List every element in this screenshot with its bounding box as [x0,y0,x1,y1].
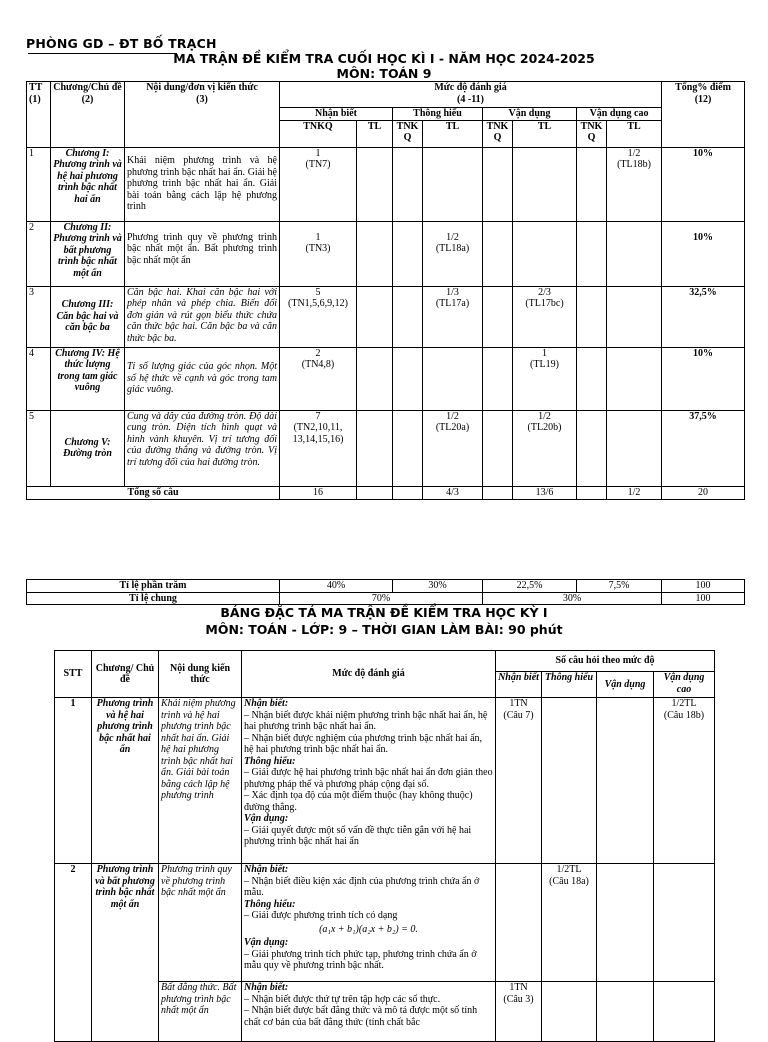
head-vd-tnkq: TNK Q [483,120,513,147]
level-heading: Nhận biết: [244,698,289,709]
cell-vdc-tl [607,347,662,410]
row-tt: 2 [27,221,51,286]
head-total: Tổng% điểm (12) [662,82,745,148]
cell-total: 10% [662,221,745,286]
cell-total: 32,5% [662,286,745,347]
cell-vd-tnkq [483,286,513,347]
head-vdc-tl: TL [607,120,662,147]
matrix-table [26,81,745,500]
matrix-row [27,221,745,286]
cell-vd-tnkq [483,410,513,486]
row-tt: 4 [27,347,51,410]
cell-nb-tl [357,221,393,286]
level-heading: Nhận biết: [244,864,289,875]
sum-nb: 16 [280,486,357,499]
matrix-row [27,147,745,221]
head-th: Thông hiểu [393,108,483,121]
spec-subtitle: MÔN: TOÁN - LỚP: 9 – THỜI GIAN LÀM BÀI: 90 phút [205,622,563,637]
level-item: – Giải quyết được một số vấn đề thực tiễn gắn với hệ hai phương trình bậc nhất hai ẩn [244,824,472,847]
spec-count-vd [597,982,654,1042]
head-th-tnkq: TNK Q [393,120,423,147]
level-item: – Giải được phương trình tích có dạng [244,910,398,921]
matrix-row [27,410,745,486]
row-content: Khái niệm phương trình và hệ phương trình bậc nhất hai ẩn. Giải hệ phương trình bậc nhất hai ẩn. Giải bài toán bằng cách lập hệ phương trình [125,147,280,221]
cell-th-tnkq [393,221,423,286]
spec-chapter: Phương trình và hệ hai phương trình bậc nhất hai ẩn [92,698,159,864]
cell-vdc-tnkq [577,286,607,347]
head-vdc: Vận dụng cao [577,108,662,121]
spec-count-vd [597,864,654,982]
cell-vdc-tl [607,221,662,286]
head-vd-tl: TL [513,120,577,147]
cell-nb-tnkq: 1 (TN7) [280,147,357,221]
matrix-sum-row [27,486,745,499]
cell-vd-tnkq [483,221,513,286]
percent-vd: 22,5% [483,580,577,593]
row-chapter: Chương IV: Hệ thức lượng trong tam giác vuông [51,347,125,410]
level-heading: Vận dụng: [244,813,289,824]
spec-row [55,698,715,864]
cell-nb-tl [357,410,393,486]
general-label: Tỉ lệ chung [27,592,280,605]
spec-head-vd: Vận dụng [597,672,654,698]
cell-nb-tnkq: 2 (TN4,8) [280,347,357,410]
cell-vd-tl: 1/2 (TL20b) [513,410,577,486]
percent-vdc: 7,5% [577,580,662,593]
percent-label: Tỉ lệ phần trăm [27,580,280,593]
cell-th-tl: 1/2 (TL18a) [423,221,483,286]
spec-stt: 2 [55,864,92,1042]
level-heading: Nhận biết: [244,982,289,993]
level-item: – Nhận biết được nghiệm của phương trình bậc nhất hai ẩn, hệ hai phương trình bậc nhất hai ẩn. [244,732,483,755]
matrix-title: MA TRẬN ĐỀ KIỂM TRA CUỐI HỌC KÌ I - NĂM HỌC 2024-2025 [173,51,595,66]
sum-empty [483,486,513,499]
spec-head-level: Mức độ đánh giá [242,651,496,698]
cell-th-tl [423,347,483,410]
spec-head-nb: Nhận biết [496,672,542,698]
cell-total: 37,5% [662,410,745,486]
level-heading: Vận dụng: [244,937,289,948]
cell-nb-tl [357,286,393,347]
sum-th: 4/3 [423,486,483,499]
matrix-row [27,347,745,410]
row-content: Phương trình quy về phương trình bậc nhất một ẩn. Bất phương trình bậc nhất một ẩn [125,221,280,286]
cell-vdc-tl [607,286,662,347]
spec-head-th: Thông hiểu [542,672,597,698]
row-chapter: Chương V: Đường tròn [51,410,125,486]
cell-th-tl: 1/3 (TL17a) [423,286,483,347]
equation: (a₁x + b₁)(a₂x + b₂) = 0. [319,923,418,935]
cell-th-tnkq [393,410,423,486]
cell-nb-tl [357,147,393,221]
spec-head-chapter: Chương/ Chủ đề [92,651,159,698]
spec-stt: 1 [55,698,92,864]
spec-count-nb: 1TN (Câu 3) [496,982,542,1042]
spec-content: Bất đẳng thức. Bất phương trình bậc nhất một ẩn [159,982,242,1042]
head-level: Mức độ đánh giá (4 -11) [280,82,662,108]
row-tt: 5 [27,410,51,486]
matrix-subject: MÔN: TOÁN 9 [336,66,432,81]
level-item: – Xác định tọa độ của một điểm thuộc (hay không thuộc) đường thẳng. [244,790,473,813]
row-content: Tỉ số lượng giác của góc nhọn. Một số hệ thức về cạnh và góc trong tam giác vuông. [125,347,280,410]
level-item: – Nhận biết điều kiện xác định của phương trình chứa ẩn ở mẫu. [244,875,480,898]
cell-vdc-tnkq [577,221,607,286]
spec-count-th [542,698,597,864]
head-nb-tnkq: TNKQ [280,120,357,147]
spec-count-vdc [654,982,715,1042]
spec-level [242,982,496,1042]
cell-vd-tl [513,147,577,221]
row-content: Cung và dây của đường tròn. Độ dài cung tròn. Diện tích hình quạt và hình vành khuyên. Vị trí tương đối của đường thẳng và đường tròn. Vị trí tương đối của hai đường tròn. [125,410,280,486]
cell-th-tnkq [393,286,423,347]
level-heading: Thông hiểu: [244,898,296,910]
matrix-row [27,286,745,347]
level-item: – Nhận biết được khái niệm phương trình bậc nhất hai ẩn, hệ hai phương trình bậc nhất hai ẩn. [244,709,488,732]
head-th-tl: TL [423,120,483,147]
spec-count-th: 1/2TL (Câu 18a) [542,864,597,982]
row-chapter: Chương II: Phương trình và bất phương trình bậc nhất một ẩn [51,221,125,286]
head-chapter: Chương/Chủ đề (2) [51,82,125,148]
spec-title: BẢNG ĐẶC TẢ MA TRẬN ĐỀ KIỂM TRA HỌC KỲ I [220,605,548,620]
cell-nb-tnkq: 1 (TN3) [280,221,357,286]
cell-vdc-tnkq [577,147,607,221]
cell-vd-tl: 1 (TL19) [513,347,577,410]
spec-count-th [542,982,597,1042]
general-total: 100 [662,592,745,605]
cell-nb-tl [357,347,393,410]
spec-level [242,864,496,982]
level-item: – Giải phương trình tích phức tạp, phương trình chứa ẩn ở mẫu quy về phương trình bậc nhất. [244,948,477,971]
row-tt: 3 [27,286,51,347]
row-chapter: Chương III: Căn bậc hai và căn bậc ba [51,286,125,347]
percent-total: 100 [662,580,745,593]
cell-th-tl [423,147,483,221]
spec-count-vd [597,698,654,864]
head-content: Nội dung/đơn vị kiến thức (3) [125,82,280,148]
sum-vd: 13/6 [513,486,577,499]
cell-vdc-tnkq [577,410,607,486]
head-vd: Vận dụng [483,108,577,121]
head-tt: TT (1) [27,82,51,148]
spec-count-nb [496,864,542,982]
sum-empty [357,486,393,499]
percent-table [26,579,745,605]
cell-vd-tnkq [483,147,513,221]
cell-nb-tnkq: 5 (TN1,5,6,9,12) [280,286,357,347]
spec-chapter: Phương trình và bất phương trình bậc nhất một ẩn [92,864,159,1042]
cell-total: 10% [662,147,745,221]
spec-head-content: Nội dung kiến thức [159,651,242,698]
row-tt: 1 [27,147,51,221]
sum-label: Tổng số câu [27,486,280,499]
sum-empty [577,486,607,499]
cell-th-tnkq [393,147,423,221]
spec-table [54,650,715,1042]
spec-count-vdc: 1/2TL (Câu 18b) [654,698,715,864]
cell-vdc-tl [607,410,662,486]
level-item: – Giải được hệ hai phương trình bậc nhất hai ẩn đơn giản theo phương pháp thế và phương pháp cộng đại số. [244,767,493,790]
cell-vdc-tnkq [577,347,607,410]
sum-total: 20 [662,486,745,499]
spec-head-vdc: Vận dụng cao [654,672,715,698]
cell-total: 10% [662,347,745,410]
general-a: 70% [280,592,483,605]
head-vdc-tnkq: TNK Q [577,120,607,147]
level-item: – Nhận biết được thứ tự trên tập hợp các số thực. [244,993,441,1005]
spec-head-stt: STT [55,651,92,698]
level-heading: Thông hiểu: [244,755,296,767]
percent-nb: 40% [280,580,393,593]
cell-vdc-tl: 1/2 (TL18b) [607,147,662,221]
department-heading: PHÒNG GD – ĐT BỐ TRẠCH [26,36,217,51]
spec-content: Phương trình quy về phương trình bậc nhất một ẩn [159,864,242,982]
cell-th-tnkq [393,347,423,410]
head-nb-tl: TL [357,120,393,147]
level-item: – Nhận biết được bất đẳng thức và mô tả được một số tính chất cơ bản của bất đẳng thức (tính chất bắc [244,1005,478,1028]
row-content: Căn bậc hai. Khai căn bậc hai với phép nhân và phép chia. Biến đổi đơn giản và rút gọn biểu thức chứa căn thức bậc hai. Căn bậc ba và căn thức bậc ba. [125,286,280,347]
general-b: 30% [483,592,662,605]
cell-vd-tl: 2/3 (TL17bc) [513,286,577,347]
cell-nb-tnkq: 7 (TN2,10,11, 13,14,15,16) [280,410,357,486]
percent-th: 30% [393,580,483,593]
head-nb: Nhận biết [280,108,393,121]
sum-empty [393,486,423,499]
spec-row [55,864,715,982]
cell-vd-tnkq [483,347,513,410]
cell-th-tl: 1/2 (TL20a) [423,410,483,486]
spec-content: Khái niệm phương trình và hệ hai phương trình bậc nhất hai ẩn. Giải hệ hai phương trình bậc nhất hai ẩn. Giải bài toán bằng cách lập hệ phương trình [159,698,242,864]
cell-vd-tl [513,221,577,286]
spec-count-vdc [654,864,715,982]
row-chapter: Chương I: Phương trình và hệ hai phương trình bậc nhất hai ẩn [51,147,125,221]
sum-vdc: 1/2 [607,486,662,499]
spec-count-nb: 1TN (Câu 7) [496,698,542,864]
spec-head-count: Số câu hỏi theo mức độ [496,651,715,672]
spec-level [242,698,496,864]
